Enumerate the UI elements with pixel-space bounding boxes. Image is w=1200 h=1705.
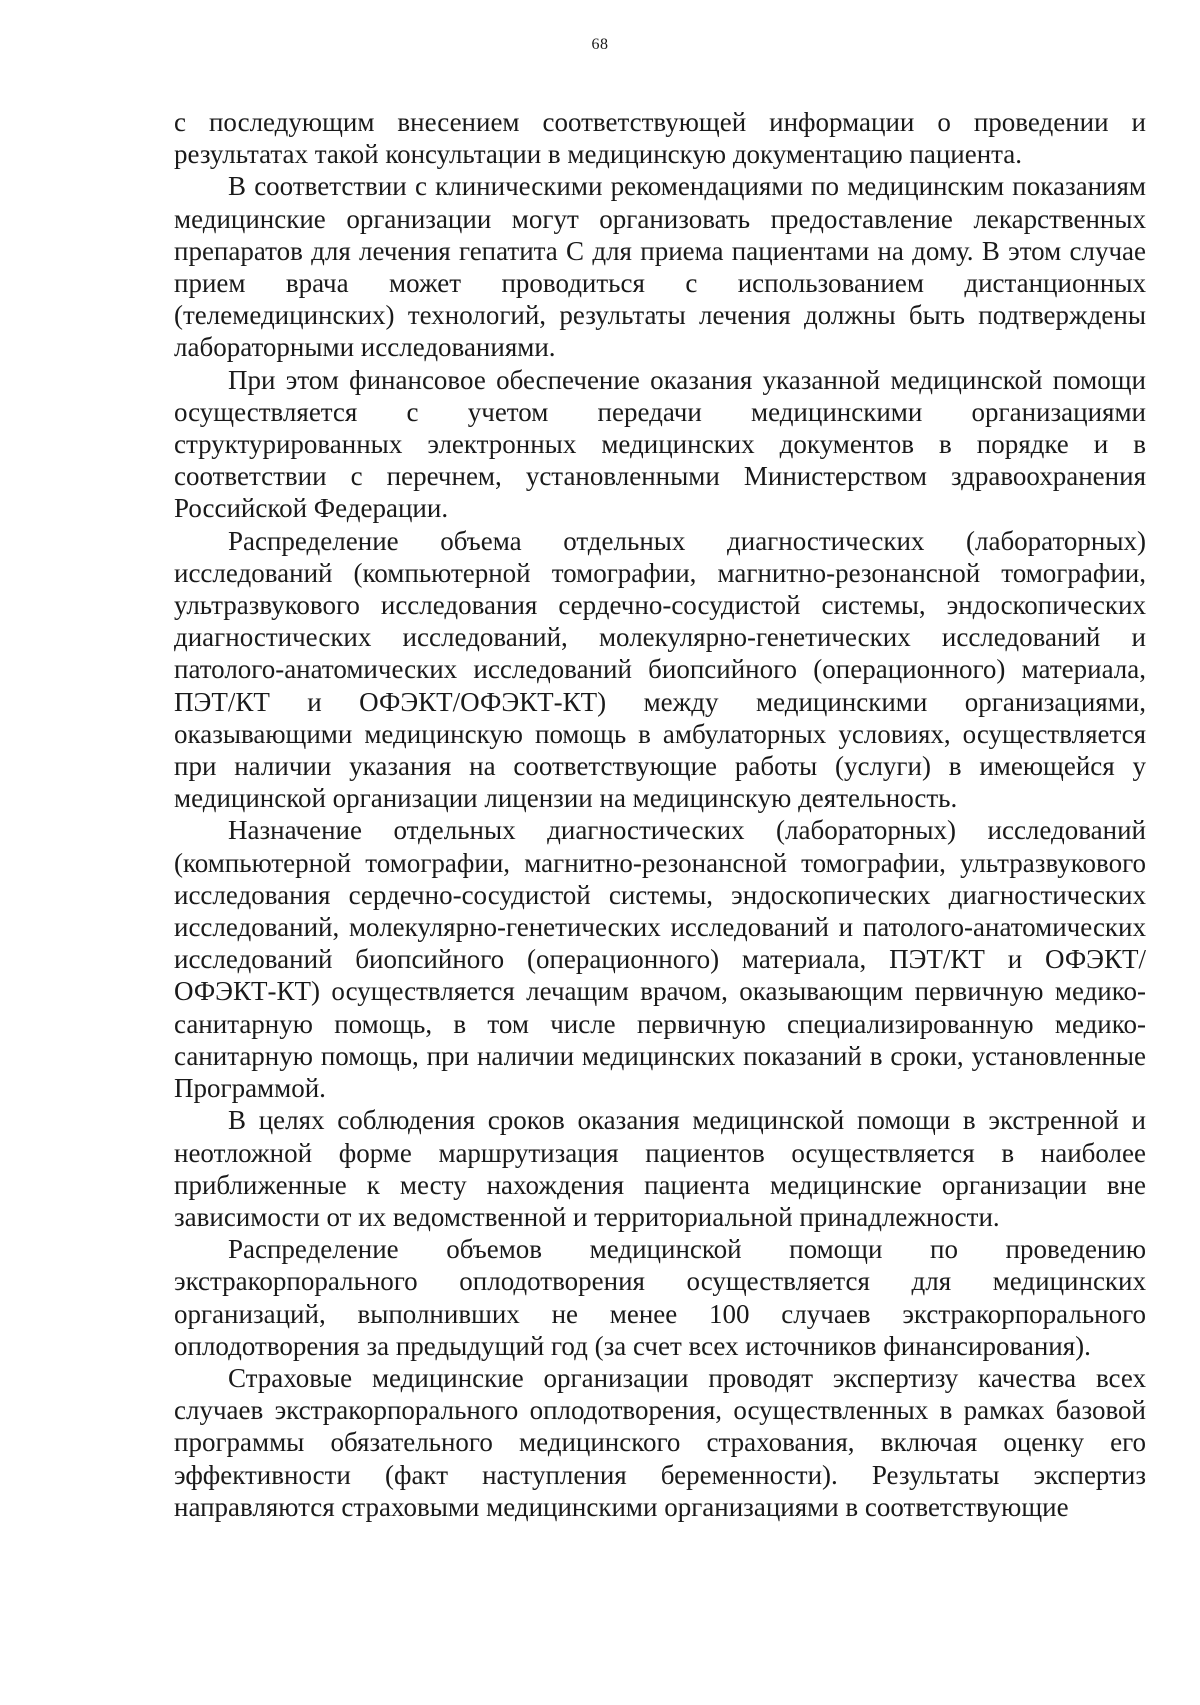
paragraph-ivf-quality-review: Страховые медицинские организации проводят экспертизу качества всех случаев экстракорпорального оплодотворения, осуществленных в рамках базовой программы обязательного медицинского страхования, включая оценку его эффективности (факт наступления беременности). Результаты экспертиз направляются страховыми медицинскими организациями в соответствующие	[174, 1362, 1146, 1522]
document-body	[174, 106, 1146, 1523]
paragraph-diagnostic-prescription: Назначение отдельных диагностических (лабораторных) исследований (компьютерной томографии, магнитно-резонансной томографии, ультразвукового исследования сердечно-сосудистой системы, эндоскопических диагностических исследований, молекулярно-генетических исследований и патолого-анатомических исследований биопсийного (операционного) материала, ПЭТ/КТ и ОФЭКТ/ОФЭКТ-КТ) осуществляется лечащим врачом, оказывающим первичную медико-санитарную помощь, в том числе первичную специализированную медико-санитарную помощь, при наличии медицинских показаний в сроки, установленные Программой.	[174, 815, 1146, 1104]
paragraph-ivf-volume-distribution: Распределение объемов медицинской помощи по проведению экстракорпорального оплодотворения осуществляется для медицинских организаций, выполнивших не менее 100 случаев экстракорпорального оплодотворения за предыдущий год (за счет всех источников финансирования).	[174, 1234, 1146, 1361]
page-number: 68	[591, 36, 609, 53]
paragraph-continuation: с последующим внесением соответствующей информации о проведении и результатах такой консультации в медицинскую документацию пациента.	[174, 107, 1146, 170]
paragraph-financial-provision: При этом финансовое обеспечение оказания указанной медицинской помощи осуществляется с учетом передачи медицинскими организациями структурированных электронных медицинских документов в порядке и в соответствии с перечнем, установленными Министерством здравоохранения Российской Федерации.	[174, 364, 1146, 524]
paragraph-hepatitis-c-home-treatment: В соответствии с клиническими рекомендациями по медицинским показаниям медицинские организации могут организовать предоставление лекарственных препаратов для лечения гепатита С для приема пациентами на дому. В этом случае прием врача может проводиться с использованием дистанционных (телемедицинских) технологий, результаты лечения должны быть подтверждены лабораторными исследованиями.	[174, 171, 1146, 363]
paragraph-diagnostic-volume-distribution: Распределение объема отдельных диагностических (лабораторных) исследований (компьютерной томографии, магнитно-резонансной томографии, ультразвукового исследования сердечно-сосудистой системы, эндоскопических диагностических исследований, молекулярно-генетических исследований и патолого-анатомических исследований биопсийного (операционного) материала, ПЭТ/КТ и ОФЭКТ/ОФЭКТ-КТ) между медицинскими организациями, оказывающими медицинскую помощь в амбулаторных условиях, осуществляется при наличии указания на соответствующие работы (услуги) в имеющейся у медицинской организации лицензии на медицинскую деятельность.	[174, 525, 1146, 814]
paragraph-emergency-routing: В целях соблюдения сроков оказания медицинской помощи в экстренной и неотложной форме маршрутизация пациентов осуществляется в наиболее приближенные к месту нахождения пациента медицинские организации вне зависимости от их ведомственной и территориальной принадлежности.	[174, 1105, 1146, 1232]
